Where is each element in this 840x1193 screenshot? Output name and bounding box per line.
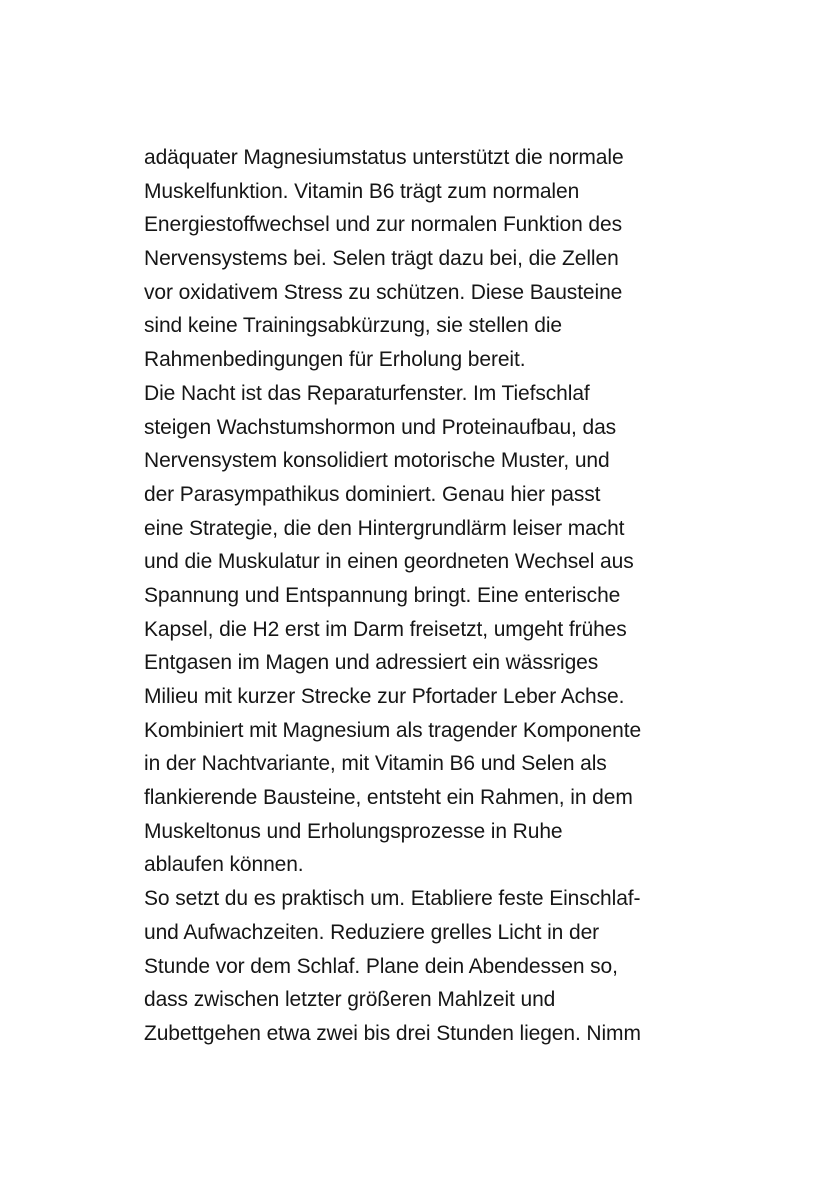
text-line: Milieu mit kurzer Strecke zur Pfortader Leber Achse.	[144, 685, 625, 708]
text-line: Stunde vor dem Schlaf. Plane dein Abendessen so,	[144, 954, 618, 978]
text-line: Muskelfunktion. Vitamin B6 trägt zum normalen	[144, 179, 580, 203]
text-line: und Aufwachzeiten. Reduziere grelles Licht in der	[144, 920, 600, 944]
text-line: Entgasen im Magen und adressiert ein wässriges	[144, 651, 599, 675]
text-line: Spannung und Entspannung bringt. Eine enterische	[144, 583, 621, 607]
text-line: adäquater Magnesiumstatus unterstützt die normale	[144, 146, 624, 169]
text-line: der Parasympathikus dominiert. Genau hier passt	[144, 482, 601, 506]
text-line: Rahmenbedingungen für Erholung bereit.	[144, 348, 526, 372]
text-line: Nervensystems bei. Selen trägt dazu bei, die Zellen	[144, 247, 619, 271]
text-line: flankierende Bausteine, entsteht ein Rahmen, in dem	[144, 786, 633, 810]
text-line: vor oxidativem Stress zu schützen. Diese Bausteine	[144, 280, 623, 304]
text-line: steigen Wachstumshormon und Proteinaufbau, das	[144, 415, 617, 439]
text-line: in der Nachtvariante, mit Vitamin B6 und Selen als	[144, 752, 607, 776]
text-line: eine Strategie, die den Hintergrundlärm leiser macht	[144, 516, 625, 540]
text-line: Die Nacht ist das Reparaturfenster. Im Tiefschlaf	[144, 381, 590, 405]
text-line: und die Muskulatur in einen geordneten Wechsel aus	[144, 550, 634, 574]
body-text	[144, 141, 714, 1051]
text-line: Zubettgehen etwa zwei bis drei Stunden liegen. Nimm	[144, 1021, 641, 1045]
text-line: dass zwischen letzter größeren Mahlzeit und	[144, 988, 556, 1012]
text-line: Kapsel, die H2 erst im Darm freisetzt, umgeht frühes	[144, 617, 627, 641]
text-line: ablaufen können.	[144, 853, 304, 877]
text-line: Muskeltonus und Erholungsprozesse in Ruhe	[144, 819, 563, 843]
text-line: So setzt du es praktisch um. Etabliere feste Einschlaf-	[144, 887, 641, 911]
text-line: Nervensystem konsolidiert motorische Muster, und	[144, 449, 610, 473]
text-line: sind keine Trainingsabkürzung, sie stellen die	[144, 314, 562, 338]
text-line: Kombiniert mit Magnesium als tragender Komponente	[144, 718, 642, 742]
text-line: Energiestoffwechsel und zur normalen Funktion des	[144, 213, 622, 237]
